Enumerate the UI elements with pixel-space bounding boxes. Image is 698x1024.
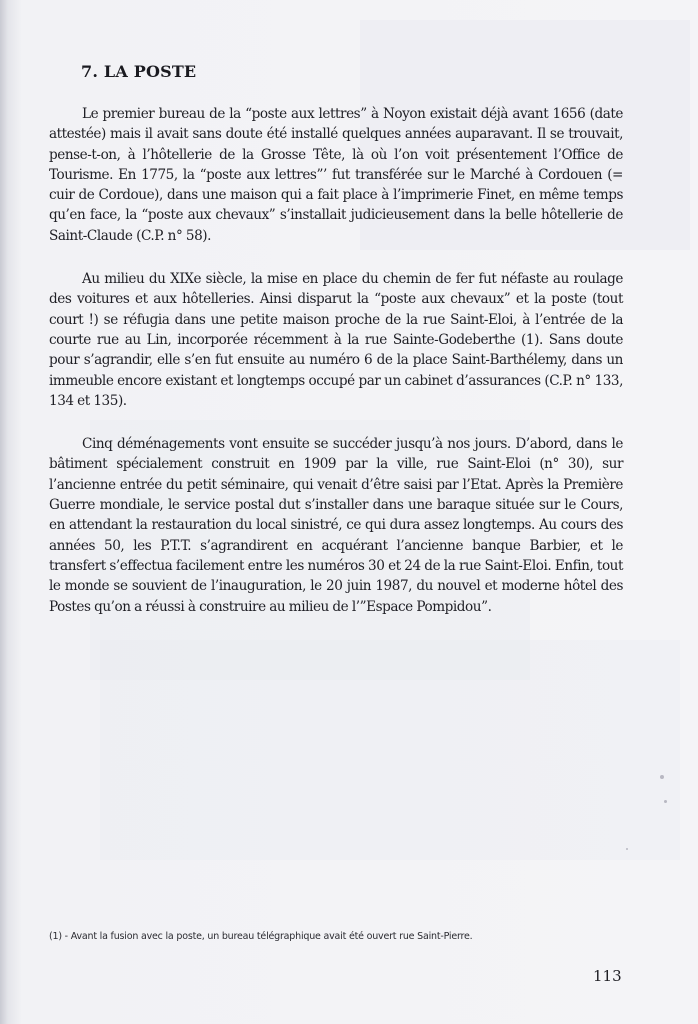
footnote: (1) - Avant la fusion avec la poste, un bureau télégraphique avait été ouvert rue Saint-Pierre. <box>49 931 473 942</box>
section-title: 7. LA POSTE <box>81 62 197 81</box>
paper-speck <box>660 775 664 779</box>
paragraph: Au milieu du XIXe siècle, la mise en place du chemin de fer fut néfaste au roulage des voitures et aux hôtelleries. Ainsi disparut la “poste aux chevaux” et la poste (tout court !) se réfugia dans une petite maison proche de la rue Saint-Eloi, à l’entrée de la courte rue au Lin, incorporée récemment à la rue Sainte-Godeberthe (1). Sans doute pour s’agrandir, elle s’en fut ensuite au numéro 6 de la place Saint-Barthélemy, dans un immeuble encore existant et longtemps occupé par un cabinet d’assurances (C.P. n° 133, 134 et 135). <box>49 271 623 409</box>
paper-speck <box>664 800 667 803</box>
paragraph: Le premier bureau de la “poste aux lettres” à Noyon existait déjà avant 1656 (date attestée) mais il avait sans doute été installé quelques années auparavant. Il se trouvait, pense-t-on, à l’hôtellerie de la Grosse Tête, là où l’on voit présentement l’Office de Tourisme. En 1775, la “poste aux lettres”’ fut transférée sur le Marché à Cordouen (= cuir de Cordoue), dans une maison qui a fait place à l’imprimerie Finet, en même temps qu’en face, la “poste aux chevaux” s’installait judicieusement dans la belle hôtellerie de Saint-Claude (C.P. n° 58). <box>49 106 623 244</box>
paragraph: Cinq déménagements vont ensuite se succéder jusqu’à nos jours. D’abord, dans le bâtiment spécialement construit en 1909 par la ville, rue Saint-Eloi (n° 30), sur l’ancienne entrée du petit séminaire, qui venait d’être saisi par l’Etat. Après la Première Guerre mondiale, le service postal dut s’installer dans une baraque située sur le Cours, en attendant la restauration du local sinistré, ce qui dura assez longtemps. Au cours des années 50, les P.T.T. s’agrandirent en acquérant l’ancienne banque Barbier, et le transfert s’effectua facilement entre les numéros 30 et 24 de la rue Saint-Eloi. Enfin, tout le monde se souvient de l’inauguration, le 20 juin 1987, du nouvel et moderne hôtel des Postes qu’on a réussi à construire au milieu de l’”Espace Pompidou”. <box>49 436 623 615</box>
page-number: 113 <box>593 967 622 985</box>
paper-speck <box>626 848 628 850</box>
body-text <box>49 104 623 640</box>
show-through-image <box>100 640 680 860</box>
